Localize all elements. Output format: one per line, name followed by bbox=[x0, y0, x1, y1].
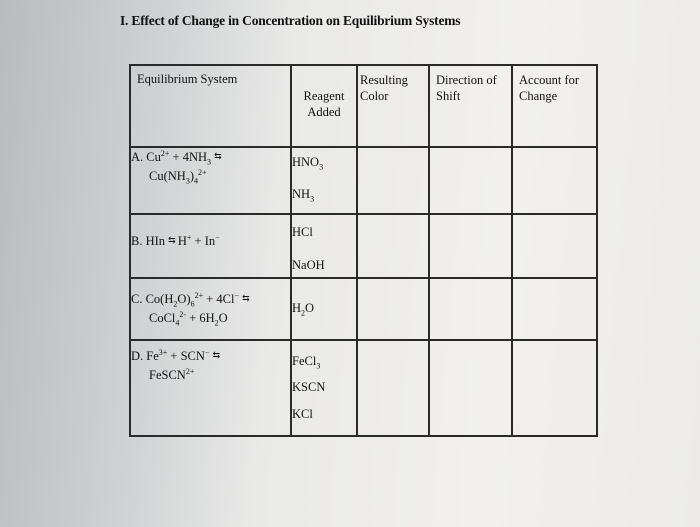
header-resulting-color: Resulting Color bbox=[357, 65, 429, 147]
page-title: I. Effect of Change in Concentration on Equilibrium Systems bbox=[120, 13, 461, 28]
reagent-h2o: $H_2O$ bbox=[292, 301, 315, 318]
table-row bbox=[130, 278, 597, 340]
account-for-change-c[interactable] bbox=[512, 278, 597, 340]
equilibrium-system-d: D. $Fe^{3+} + SCN^-$ ⇆ FeSCN$^{2+}$ bbox=[130, 340, 291, 436]
table-row bbox=[130, 214, 597, 278]
account-for-change-d[interactable] bbox=[512, 340, 597, 436]
equilibrium-system-b: B. HIn ⇆ H+ + In− bbox=[130, 214, 291, 278]
reagent-cell-c bbox=[291, 278, 357, 340]
header-direction-of-shift: Direction of Shift bbox=[429, 65, 512, 147]
direction-of-shift-a[interactable] bbox=[429, 147, 512, 214]
resulting-color-a[interactable] bbox=[357, 147, 429, 214]
header-reagent-added: Reagent Added bbox=[291, 65, 357, 147]
reagent-nh3: $NH_3$ bbox=[292, 187, 315, 204]
resulting-color-c[interactable] bbox=[357, 278, 429, 340]
resulting-color-d[interactable] bbox=[357, 340, 429, 436]
reagent-hcl: HCl bbox=[292, 225, 313, 239]
header-row bbox=[130, 65, 597, 147]
header-account-for-change: Account for Change bbox=[512, 65, 597, 147]
account-for-change-a[interactable] bbox=[512, 147, 597, 214]
reagent-kcl: KCl bbox=[292, 407, 313, 421]
reagent-cell-a bbox=[291, 147, 357, 214]
equilibrium-table bbox=[129, 64, 598, 437]
reagent-naoh: NaOH bbox=[292, 258, 325, 272]
reagent-cell-d bbox=[291, 340, 357, 436]
reagent-kscn: KSCN bbox=[292, 380, 326, 394]
reagent-cell-b bbox=[291, 214, 357, 278]
account-for-change-b[interactable] bbox=[512, 214, 597, 278]
equilibrium-system-c: C. $Co(H_2O)_6^{2+} + 4Cl^-$ ⇆ CoCl$_4^{2-}$ + $6H_2O$ bbox=[130, 278, 291, 340]
resulting-color-b[interactable] bbox=[357, 214, 429, 278]
table-row bbox=[130, 147, 597, 214]
reagent-hno3: $HNO_3$ bbox=[292, 155, 324, 172]
header-equilibrium-system: Equilibrium System bbox=[130, 65, 291, 147]
direction-of-shift-d[interactable] bbox=[429, 340, 512, 436]
direction-of-shift-c[interactable] bbox=[429, 278, 512, 340]
direction-of-shift-b[interactable] bbox=[429, 214, 512, 278]
reagent-fecl3: FeCl$_3$ bbox=[292, 354, 321, 371]
table-row bbox=[130, 340, 597, 436]
equilibrium-system-a: A. $Cu^{2+} + 4NH_3$ ⇆ $Cu(NH_3)_4^{2+}$ bbox=[130, 147, 291, 214]
